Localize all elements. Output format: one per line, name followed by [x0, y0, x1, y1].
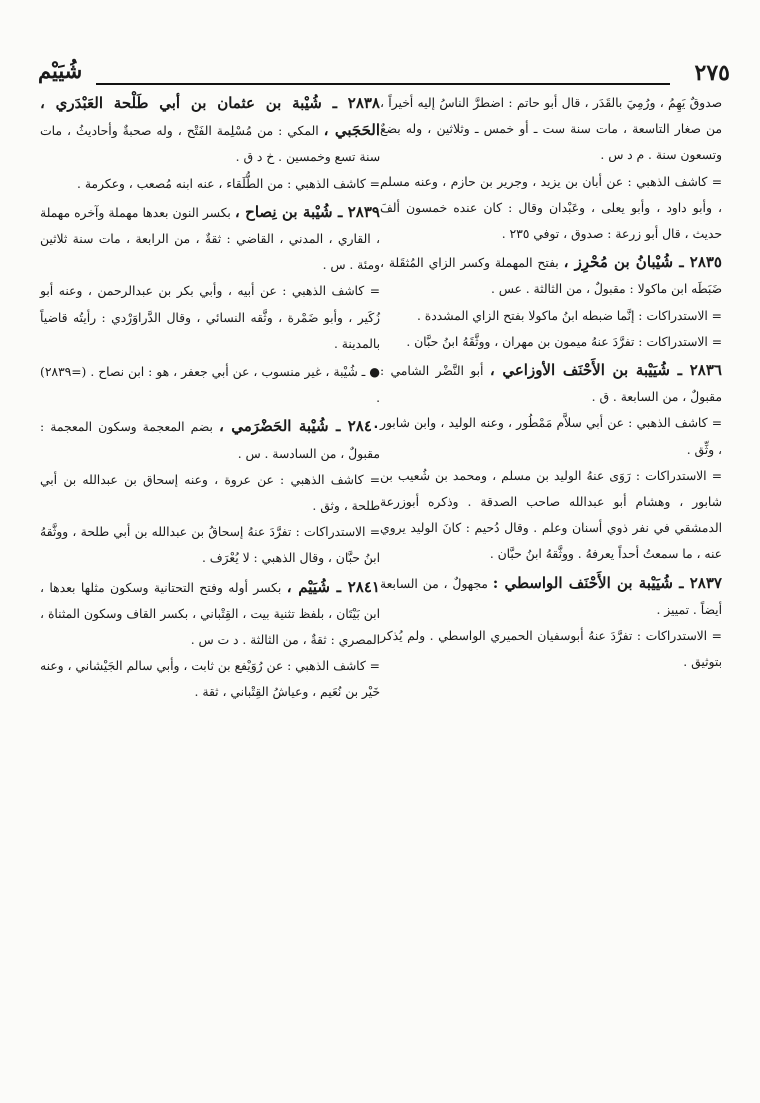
right-column	[380, 90, 722, 677]
entry-heading: ٢٨٣٦ ـ شُيَيْبة بن الأَحْنَف الأوزاعي ،	[489, 361, 722, 380]
page-header	[38, 58, 730, 88]
entry-note: = كاشف الذهبي : من الطُّلَقاء ، عنه ابنه مُصعب ، وعكرمة .	[77, 176, 380, 191]
entry-text: ● ـ شُيْبة ، غير منسوب ، عن أبي جعفر ، هو : ابن نصاح . (=٢٨٣٩) .	[40, 365, 380, 406]
entry-heading: ٢٨٤٠ ـ شُيْبة الحَضْرَمي ،	[218, 417, 380, 436]
entry-heading: ٢٨٣٥ ـ شُيْبانُ بن مُحْرِز ،	[563, 253, 722, 272]
entry-note: = كاشف الذهبي : عن عروة ، وعنه إسحاق بن عبدالله بن أبي طلحة ، وثق .	[40, 472, 380, 514]
entry-heading: ٢٨٣٨ ـ شُيْبة بن عثمان بن أبي طَلْحة العَبْدَري ، الحَجَبي ،	[40, 94, 380, 140]
entry-note: = الاستدراكات : إنَّما ضبطه ابنُ ماكولا بفتح الزاي المشددة .	[416, 308, 722, 323]
running-head: شُيَيْم	[38, 58, 83, 83]
entry	[40, 90, 380, 197]
entry	[380, 90, 722, 247]
entry	[40, 574, 380, 706]
entry-text: ٢٨٣٥ ـ شُيْبانُ بن مُحْرِز ، بفتح المهملة وكسر الزاي المُثقَلة ، ضَبَطَه ابن ماكولا : مقبولٌ ، من الثالثة . عس .	[380, 253, 722, 297]
entry	[40, 413, 380, 571]
entry	[40, 199, 380, 357]
entry-text: ٢٨٣٧ ـ شُيَيْبة بن الأَحْنَف الواسطي : مجهولٌ ، من السابعة أيضاً . تمييز .	[380, 573, 722, 617]
entry-text: ٢٨٣٨ ـ شُيْبة بن عثمان بن أبي طَلْحة العَبْدَري ، الحَجَبي ، المكي : من مُسْلِمة الفَتْح ، وله صحبةٌ وأحاديثُ ، مات سنة تسع وخمسين . خ د ق .	[40, 94, 380, 165]
entry	[40, 359, 380, 411]
entry	[380, 570, 722, 676]
header-rule	[96, 83, 670, 85]
entry-heading: ٢٨٣٧ ـ شُيَيْبة بن الأَحْنَف الواسطي :	[492, 573, 722, 592]
entry-text: ٢٨٤١ ـ شُيَيْم ، بكسر أوله وفتح التحتانية وسكون مثلها بعدها ، ابن بَيْتَان ، بلفظ تثنية بيت ، القِتْباني ، بكسر القاف وسكون المثناة ، المصري : ثقةٌ ، من الثالثة . د ت س .	[40, 577, 380, 648]
entry-text: ٢٨٤٠ ـ شُيْبة الحَضْرَمي ، بضم المعجمة وسكون المعجمة : مقبولٌ ، من السادسة . س .	[40, 417, 380, 461]
entry-note: = كاشف الذهبي : عن أبي سلاَّم مَمْطُور ، وعنه الوليد ، وابن شابور ، وثِّق .	[380, 416, 722, 457]
entry-heading: ٢٨٤١ ـ شُيَيْم ،	[286, 577, 380, 596]
entry-note: = كاشف الذهبي : عن أبيه ، وأبي بكر بن عبدالرحمن ، وعنه أبو زُكَير ، وأبو ضَمْرة ، وثَّقه النسائي ، وقال الدَّراوَرْدي : رأيتُه قاضياً بالمدينة .	[40, 284, 380, 351]
entry-note: = الاستدراكات : تفرَّدَ عنهُ أبوسفيان الحميري الواسطي . ولم يُذكر بتوثيق .	[380, 629, 722, 670]
entry	[380, 249, 722, 355]
page-number: ٢٧٥	[694, 60, 730, 86]
entry-text: ٢٨٣٩ ـ شُيْبة بن نِصاح ، بكسر النون بعدها مهملة وآخره مهملة ، القاري ، المدني ، القاضي : ثقةٌ ، من الرابعة ، مات سنة ثلاثين ومئة . س .	[40, 202, 380, 273]
entry-note: = الاستدراكات : رَوَى عنهُ الوليد بن مسلم ، ومحمد بن شُعيب بن شابور ، وهشام أبو عبدالله صاحب الصدقة . وذكره أبوزرعة الدمشقي في نفر ذوي أسنان وعلم . وقال دُحيم : كانَ الوليد يروي عنه ، ما سمعتُ أحداً يعرفهُ . ووثَّقهُ ابنُ حبَّان .	[380, 468, 722, 562]
entry-heading: ٢٨٣٩ ـ شُيْبة بن نِصاح ،	[234, 202, 380, 221]
left-column	[40, 90, 380, 708]
entry-note: = الاستدراكات : تفرَّدَ عنهُ ميمون بن مهران ، ووثَّقَهُ ابنُ حبَّان .	[406, 334, 722, 349]
entry-note: = كاشف الذهبي : عن رُوَيْفع بن ثابت ، وأبي سالم الجَيْشاني ، وعنه خَيْر بن نُعَيم ، وعياشُ القِتْباني ، ثقة .	[40, 659, 380, 700]
entry-note: = كاشف الذهبي : عن أبان بن يزيد ، وجرير بن حازم ، وعنه مسلم ، وأبو داود ، وأبو يعلى ، وعَبْدان وقال : كان عنده خمسون ألفَ حديث ، قال أبو زرعة : صدوق ، توفي ٢٣٥ .	[380, 174, 722, 242]
entry-note: = الاستدراكات : تفرَّدَ عنهُ إسحاقُ بن عبدالله بن أبي طلحة ، ووثَّقهُ ابنُ حبَّان ، وقال الذهبي : لا يُعْرَف .	[40, 525, 380, 566]
entry	[380, 357, 722, 568]
entry-text: ٢٨٣٦ ـ شُيَيْبة بن الأَحْنَف الأوزاعي ، أبو النَّضْر الشامي : مقبولٌ ، من السابعة . ق .	[380, 361, 722, 405]
entry-text: صدوقٌ يَهِمُ ، ورُمِيَ بالقَدَر ، قال أبو حاتم : اضطرَّ الناسُ إليه أخيراً ، من صغار التاسعة ، مات سنة ست ـ أو خمس ـ وثلاثين ، وله بضعٌ وتسعون سنة . م د س .	[380, 96, 722, 163]
